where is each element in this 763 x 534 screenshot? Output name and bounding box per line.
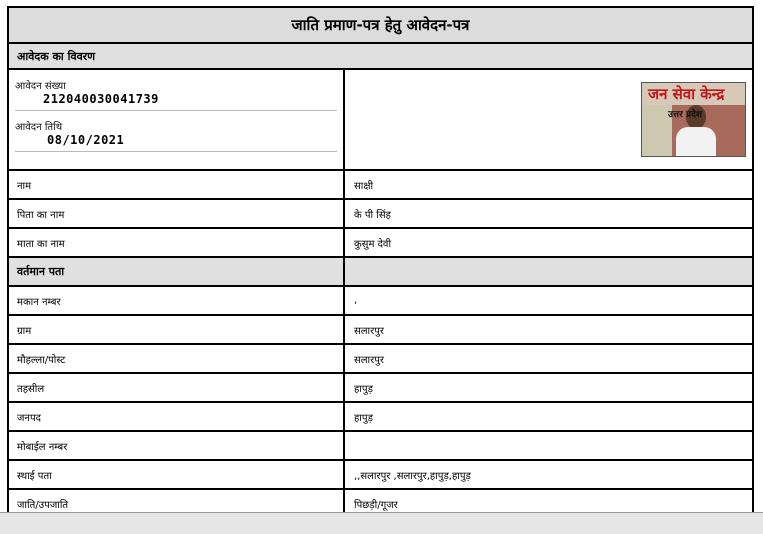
application-number-label: आवेदन संख्या [15,81,66,92]
row-mother-name [9,229,752,258]
field-label: माता का नाम [9,229,345,256]
row-permanent-address [9,461,752,490]
row-caste-subcaste [9,490,752,512]
field-value: साक्षी [354,180,374,192]
row-village [9,316,752,345]
photo-cell [345,70,752,169]
field-value: सलारपुर [354,354,384,366]
field-label: स्थाई पता [9,461,345,488]
field-value: के पी सिंह [354,209,391,221]
application-info [9,70,345,169]
section-empty [345,258,752,285]
application-form [7,6,754,512]
field-label: जाति/उपजाति [9,490,345,512]
row-tehsil [9,374,752,403]
row-father-name [9,200,752,229]
field-value: ,,सलारपुर ,सलारपुर,हापुड़,हापुड़ [354,470,471,482]
field-label: पिता का नाम [9,200,345,227]
row-locality-post [9,345,752,374]
row-house-number [9,287,752,316]
field-value: हापुड़ [354,412,373,424]
row-mobile-number [9,432,752,461]
form-title: जाति प्रमाण-पत्र हेतु आवेदन-पत्र [9,8,752,44]
application-date-label: आवेदन तिथि [15,122,63,133]
section-current-address [9,258,752,287]
field-value: , [354,295,358,306]
field-value: पिछड़ी/गूजर [354,499,398,511]
field-label: मकान नम्बर [9,287,345,314]
photo-banner: जन सेवा केन्द्र [642,83,745,105]
field-label: मोबाईल नम्बर [9,432,345,459]
field-value [345,432,752,459]
divider [15,110,337,111]
application-number-value: 212040030041739 [43,92,159,106]
field-value: हापुड़ [354,383,373,395]
field-label: जनपद [9,403,345,430]
section-label: वर्तमान पता [9,258,345,285]
field-label: तहसील [9,374,345,401]
photo-subtext: उत्तर प्रदेश [668,110,702,120]
bottom-scrollbar[interactable] [0,512,763,534]
application-date-value: 08/10/2021 [47,133,125,147]
field-label: ग्राम [9,316,345,343]
section-applicant-details: आवेदक का विवरण [9,44,752,70]
field-value: कुसुम देवी [354,238,392,250]
row-district [9,403,752,432]
field-value: सलारपुर [354,325,384,337]
applicant-photo [641,82,746,157]
person-body [676,127,716,157]
divider [15,151,337,152]
field-label: नाम [9,171,345,198]
row-name [9,171,752,200]
field-label: मौहल्ला/पोस्ट [9,345,345,372]
application-info-row [9,70,752,171]
